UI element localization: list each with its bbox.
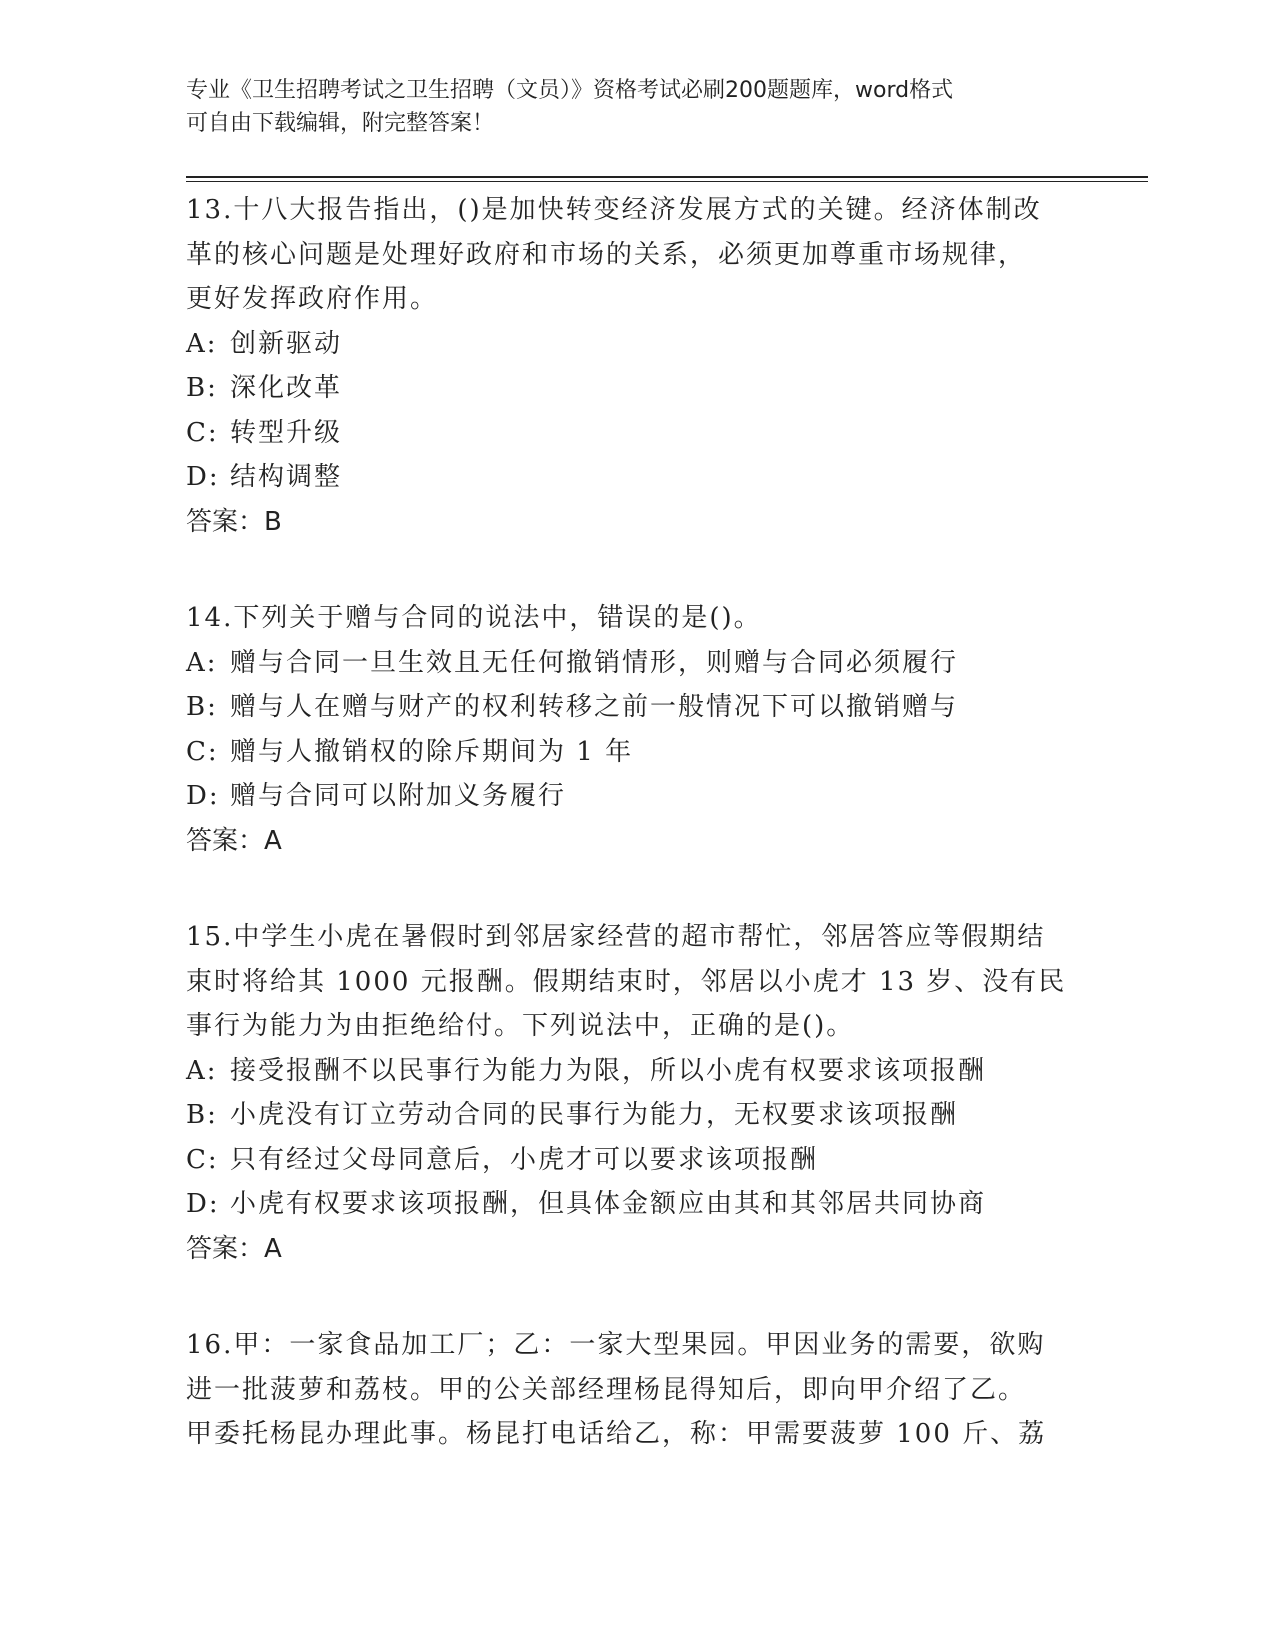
question-stem-line: 13.十八大报告指出，()是加快转变经济发展方式的关键。经济体制改 xyxy=(186,195,1042,225)
document-header xyxy=(186,74,1086,140)
option-c xyxy=(186,730,1106,775)
option-letter: B: xyxy=(186,1100,218,1130)
question-15 xyxy=(186,915,1106,1271)
option-letter: C: xyxy=(186,417,219,448)
answer-line: 答案：B xyxy=(186,506,282,537)
answer-line: 答案：A xyxy=(186,1233,282,1264)
option-letter: C: xyxy=(186,1144,219,1175)
option-text: 赠与合同可以附加义务履行 xyxy=(230,781,567,811)
option-letter: D: xyxy=(186,462,220,492)
option-b xyxy=(186,366,1106,411)
option-letter: B: xyxy=(186,373,218,403)
option-text: 深化改革 xyxy=(230,373,343,403)
option-text: 创新驱动 xyxy=(230,328,343,359)
question-stem-line: 甲委托杨昆办理此事。杨昆打电话给乙，称：甲需要菠萝 100 斤、荔 xyxy=(186,1419,1047,1449)
option-text: 只有经过父母同意后，小虎才可以要求该项报酬 xyxy=(230,1144,819,1175)
question-13 xyxy=(186,188,1106,544)
header-rule-thick xyxy=(186,176,1148,178)
question-spacer xyxy=(186,863,1106,915)
option-letter: D: xyxy=(186,1189,220,1219)
option-text: 转型升级 xyxy=(230,417,343,448)
option-letter: D: xyxy=(186,781,220,811)
header-line-2: 可自由下载编辑，附完整答案！ xyxy=(186,111,495,136)
question-list xyxy=(186,188,1106,1457)
option-letter: C: xyxy=(186,736,219,767)
option-a xyxy=(186,1049,1106,1094)
option-letter: B: xyxy=(186,692,218,722)
question-stem-line: 革的核心问题是处理好政府和市场的关系，必须更加尊重市场规律， xyxy=(186,239,1027,270)
option-d xyxy=(186,774,1106,819)
option-b xyxy=(186,1093,1106,1138)
question-spacer xyxy=(186,1271,1106,1323)
option-text: 小虎有权要求该项报酬，但具体金额应由其和其邻居共同协商 xyxy=(230,1189,987,1219)
option-c xyxy=(186,1138,1106,1183)
option-text: 赠与人在赠与财产的权利转移之前一般情况下可以撤销赠与 xyxy=(230,692,959,722)
option-a xyxy=(186,641,1106,686)
option-text: 赠与合同一旦生效且无任何撤销情形，则赠与合同必须履行 xyxy=(230,647,959,678)
option-letter: A: xyxy=(186,1055,218,1086)
question-stem-line: 更好发挥政府作用。 xyxy=(186,284,439,314)
question-16 xyxy=(186,1323,1106,1457)
question-spacer xyxy=(186,544,1106,596)
question-stem-line: 事行为能力为由拒绝给付。下列说法中，正确的是()。 xyxy=(186,1011,855,1041)
question-stem-line: 14.下列关于赠与合同的说法中，错误的是()。 xyxy=(186,603,762,633)
option-text: 接受报酬不以民事行为能力为限，所以小虎有权要求该项报酬 xyxy=(230,1055,987,1086)
question-stem-line: 进一批菠萝和荔枝。甲的公关部经理杨昆得知后，即向甲介绍了乙。 xyxy=(186,1374,1027,1405)
option-letter: A: xyxy=(186,647,218,678)
answer-line: 答案：A xyxy=(186,825,282,856)
option-letter: A: xyxy=(186,328,218,359)
option-c xyxy=(186,411,1106,456)
question-14 xyxy=(186,596,1106,863)
option-text: 赠与人撤销权的除斥期间为 1 年 xyxy=(230,736,634,767)
option-a xyxy=(186,322,1106,367)
header-rule-thin xyxy=(186,181,1148,182)
option-text: 小虎没有订立劳动合同的民事行为能力，无权要求该项报酬 xyxy=(230,1100,959,1130)
header-line-1: 专业《卫生招聘考试之卫生招聘（文员）》资格考试必刷200题题库，word格式 xyxy=(186,78,954,103)
question-stem-line: 束时将给其 1000 元报酬。假期结束时，邻居以小虎才 13 岁、没有民 xyxy=(186,966,1067,997)
option-b xyxy=(186,685,1106,730)
question-stem-line: 15.中学生小虎在暑假时到邻居家经营的超市帮忙，邻居答应等假期结 xyxy=(186,922,1046,952)
option-text: 结构调整 xyxy=(230,462,343,492)
question-stem-line: 16.甲：一家食品加工厂；乙：一家大型果园。甲因业务的需要，欲购 xyxy=(186,1330,1046,1360)
option-d xyxy=(186,455,1106,500)
option-d xyxy=(186,1182,1106,1227)
